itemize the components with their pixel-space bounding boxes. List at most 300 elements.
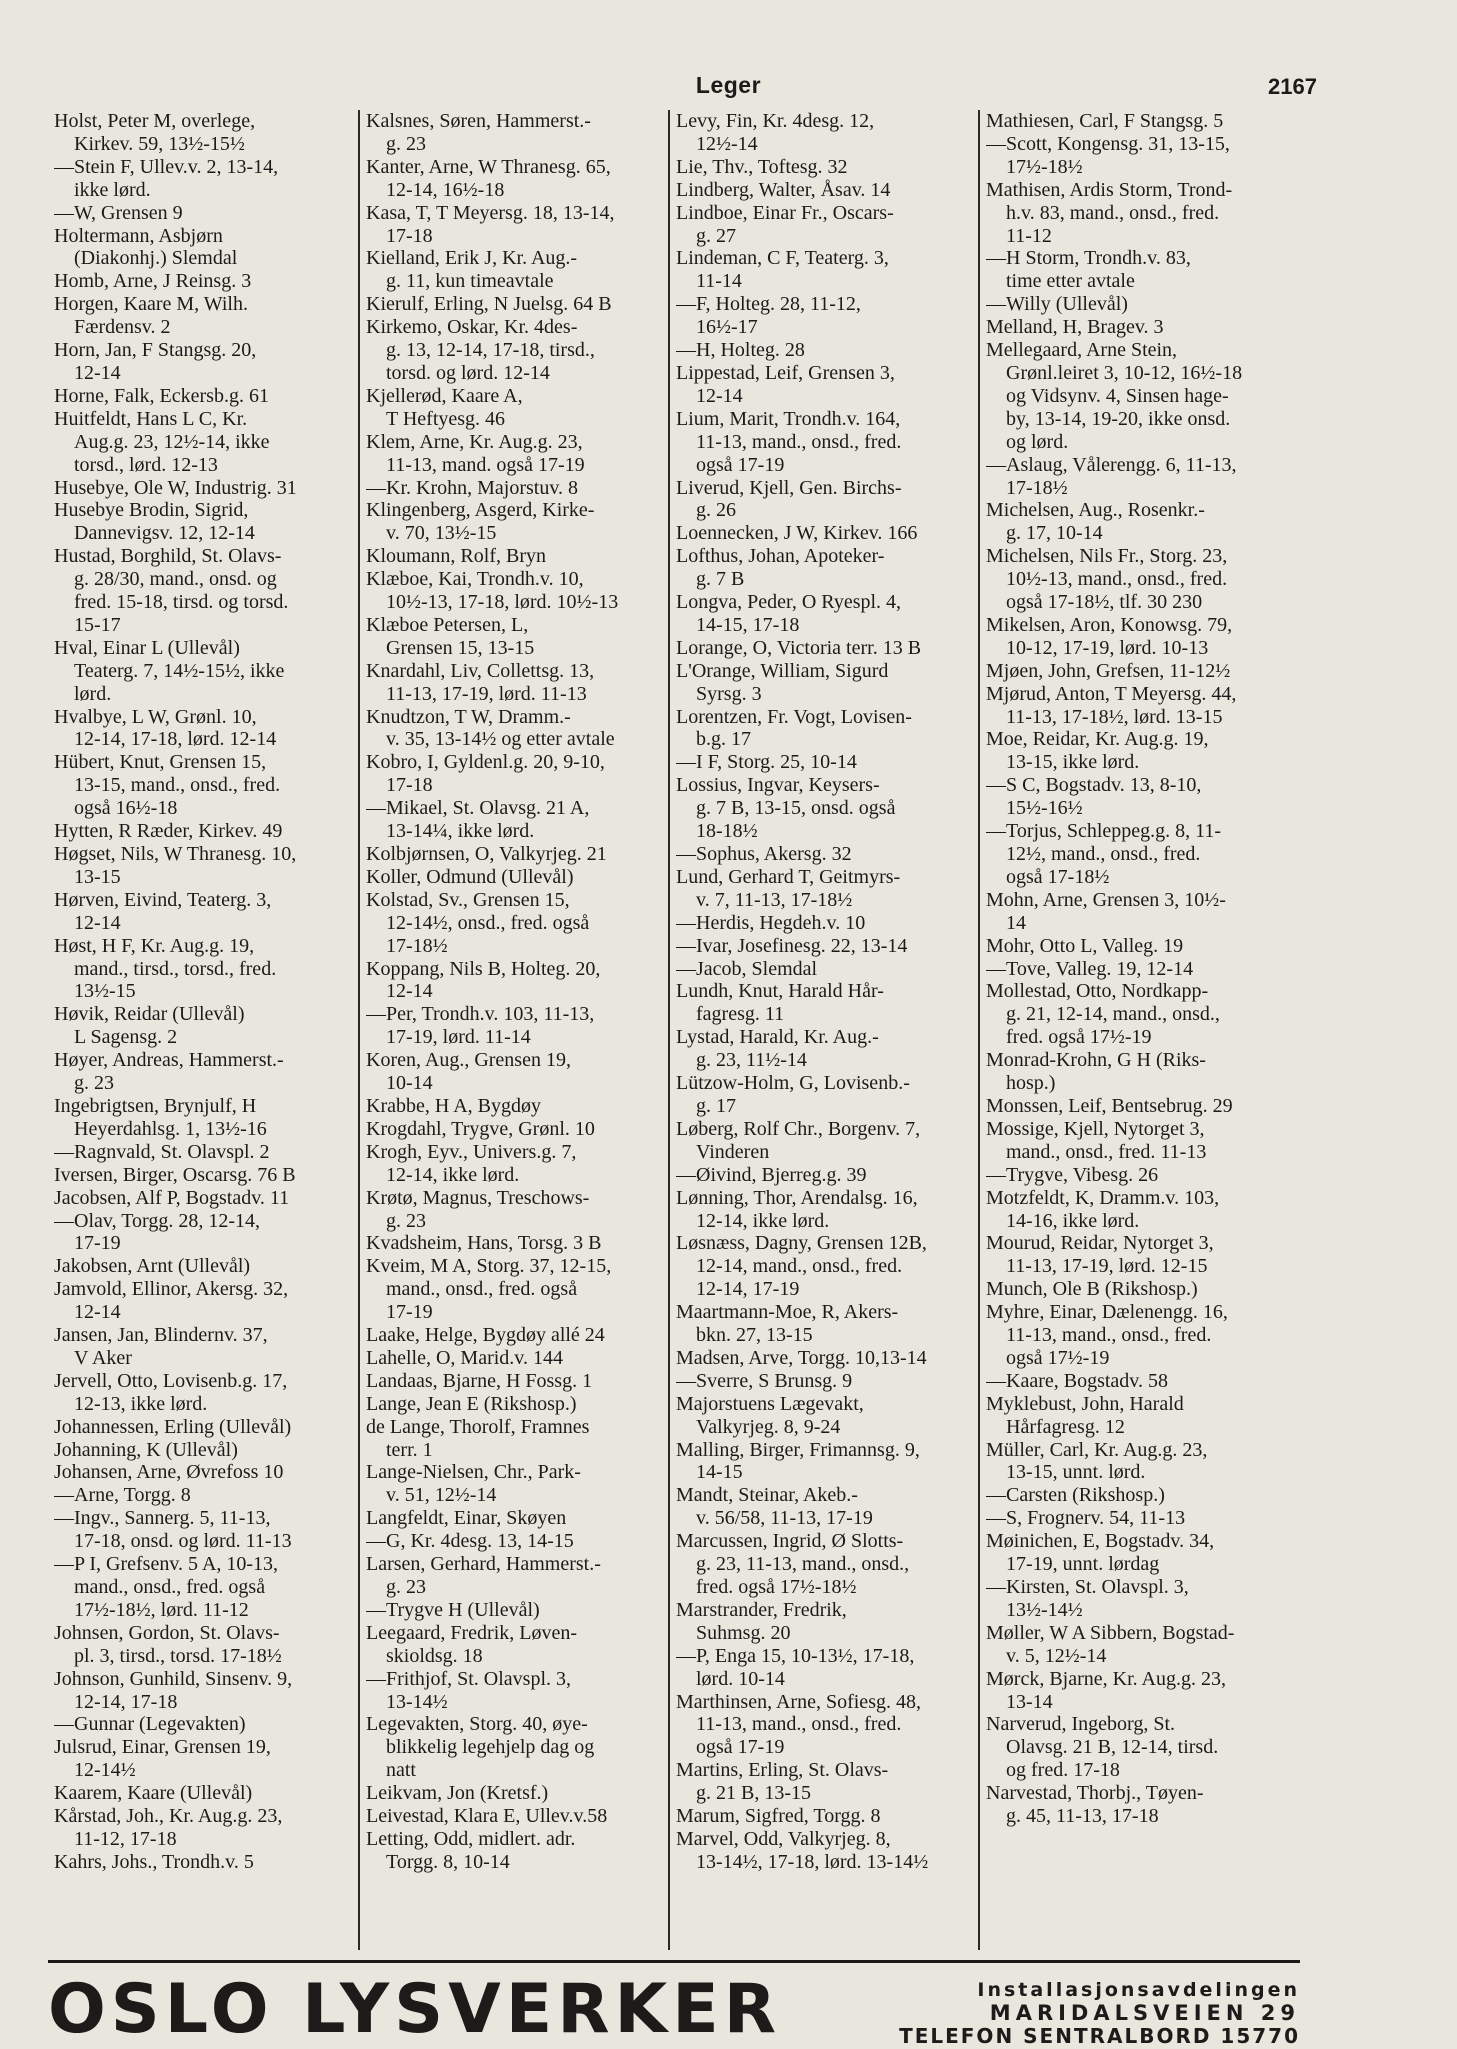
entry-continuation: mand., tirsd., torsd., fred.: [74, 957, 277, 980]
entry-continuation: g. 23: [386, 132, 426, 155]
directory-entry: Horn, Jan, F Stangsg. 20,: [54, 339, 257, 362]
directory-entry: Mikelsen, Aron, Konowsg. 79,: [986, 613, 1233, 636]
entry-continuation: 13-15, unnt. lørd.: [1006, 1461, 1146, 1484]
entry-continuation: 11-13, 17-18½, lørd. 13-15: [1006, 705, 1223, 728]
directory-entry: Munch, Ole B (Rikshosp.): [986, 1278, 1198, 1301]
entry-continuation: torsd., lørd. 12-13: [74, 453, 218, 476]
column-4: [978, 110, 1288, 1950]
entry-continuation: Grensen 15, 13-15: [386, 636, 535, 659]
directory-entry: Lindberg, Walter, Åsav. 14: [676, 178, 891, 201]
directory-entry: Marum, Sigfred, Torgg. 8: [676, 1805, 881, 1828]
directory-entry: Huitfeldt, Hans L C, Kr.: [54, 407, 248, 430]
column-3: [668, 110, 978, 1950]
directory-entry: Michelsen, Aug., Rosenkr.-: [986, 499, 1205, 522]
entry-continuation: 17-19, lørd. 11-14: [386, 1026, 531, 1049]
entry-continuation: 12½-14: [696, 132, 758, 155]
entry-continuation: Kirkev. 59, 13½-15½: [74, 132, 245, 155]
directory-entry: Jervell, Otto, Lovisenb.g. 17,: [54, 1369, 288, 1392]
directory-entry: Michelsen, Nils Fr., Storg. 23,: [986, 545, 1228, 568]
directory-entry: Mohr, Otto L, Valleg. 19: [986, 934, 1184, 957]
directory-entry: Kobro, I, Gyldenl.g. 20, 9-10,: [366, 751, 605, 774]
entry-continuation: mand., onsd., fred. 11-13: [1006, 1140, 1207, 1163]
directory-entry: Kielland, Erik J, Kr. Aug.-: [366, 247, 578, 270]
entry-continuation: h.v. 83, mand., onsd., fred.: [1006, 201, 1220, 224]
directory-entry: Lønning, Thor, Arendalsg. 16,: [676, 1186, 918, 1209]
entry-continuation: 11-13, mand. også 17-19: [386, 453, 585, 476]
directory-entry: Lorentzen, Fr. Vogt, Lovisen-: [676, 705, 912, 728]
entry-continuation: 13-15: [74, 865, 121, 888]
entry-continuation: g. 23, 11-13, mand., onsd.,: [696, 1553, 910, 1576]
entry-continuation: 17-19: [74, 1232, 121, 1255]
directory-entry: —F, Holteg. 28, 11-12,: [676, 293, 861, 316]
directory-entry: —Arne, Torgg. 8: [54, 1484, 191, 1507]
directory-entry: —P, Enga 15, 10-13½, 17-18,: [676, 1644, 915, 1667]
entry-continuation: 17-18, onsd. og lørd. 11-13: [74, 1530, 292, 1553]
directory-entry: Lundh, Knut, Harald Hår-: [676, 980, 884, 1003]
entry-continuation: 12-14: [74, 1301, 121, 1324]
entry-continuation: 12-14, ikke lørd.: [386, 1163, 520, 1186]
directory-entry: Knudtzon, T W, Dramm.-: [366, 705, 571, 728]
entry-continuation: 13½-14½: [1006, 1598, 1083, 1621]
directory-entry: Malling, Birger, Frimannsg. 9,: [676, 1438, 920, 1461]
entry-continuation: 12-14: [74, 361, 121, 384]
directory-entry: —Ragnvald, St. Olavspl. 2: [54, 1140, 270, 1163]
directory-entry: —Trygve, Vibesg. 26: [986, 1163, 1159, 1186]
directory-entry: Hvalbye, L W, Grønl. 10,: [54, 705, 257, 728]
directory-entry: Lofthus, Johan, Apoteker-: [676, 545, 885, 568]
entry-continuation: 12½, mand., onsd., fred.: [1006, 843, 1201, 865]
entry-continuation: mand., onsd., fred. også: [386, 1278, 578, 1301]
entry-continuation: g. 7 B: [696, 568, 745, 591]
directory-entry: Johanning, K (Ullevål): [54, 1438, 238, 1461]
entry-continuation: 17½-18½, lørd. 11-12: [74, 1598, 249, 1621]
directory-entry: Løsnæss, Dagny, Grensen 12B,: [676, 1232, 927, 1255]
directory-entry: Ingebrigtsen, Brynjulf, H: [54, 1094, 257, 1117]
directory-entry: Kveim, M A, Storg. 37, 12-15,: [366, 1255, 612, 1278]
directory-entry: Martins, Erling, St. Olavs-: [676, 1759, 889, 1782]
directory-entry: Mohn, Arne, Grensen 3, 10½-: [986, 888, 1226, 911]
entry-continuation: 18-18½: [696, 820, 758, 843]
entry-continuation: fagresg. 11: [696, 1003, 785, 1026]
directory-entry: Leegaard, Fredrik, Løven-: [366, 1621, 578, 1644]
entry-continuation: g. 45, 11-13, 17-18: [1006, 1805, 1159, 1828]
directory-entry: Jakobsen, Arnt (Ullevål): [54, 1255, 251, 1278]
entry-continuation: Torgg. 8, 10-14: [386, 1850, 510, 1873]
entry-continuation: 17-18: [386, 224, 433, 247]
entry-continuation: 12-14, 16½-18: [386, 178, 505, 201]
directory-entry: —S, Frognerv. 54, 11-13: [986, 1507, 1186, 1530]
directory-entry: Høst, H F, Kr. Aug.g. 19,: [54, 934, 255, 957]
advertiser-department: Installasjonsavdelingen: [977, 1979, 1300, 2001]
entry-continuation: 17-19: [386, 1301, 433, 1324]
entry-continuation: 17-18½: [1006, 476, 1068, 499]
directory-entry: Lahelle, O, Marid.v. 144: [366, 1346, 563, 1369]
entry-continuation: natt: [386, 1759, 416, 1782]
directory-entry: —I F, Storg. 25, 10-14: [676, 751, 857, 774]
directory-entry: Krøtø, Magnus, Treschows-: [366, 1186, 590, 1209]
directory-entry: Holtermann, Asbjørn: [54, 224, 223, 247]
directory-entry: Kaarem, Kaare (Ullevål): [54, 1782, 253, 1805]
directory-entry: Maartmann-Moe, R, Akers-: [676, 1301, 899, 1324]
directory-entry: Lund, Gerhard T, Geitmyrs-: [676, 865, 901, 888]
directory-entry: Mørck, Bjarne, Kr. Aug.g. 23,: [986, 1667, 1226, 1690]
directory-entry: Krabbe, H A, Bygdøy: [366, 1094, 541, 1117]
directory-entry: Müller, Carl, Kr. Aug.g. 23,: [986, 1438, 1208, 1461]
entry-continuation: lørd.: [74, 682, 112, 705]
directory-entry: Julsrud, Einar, Grensen 19,: [54, 1736, 271, 1759]
entry-continuation: fred. også 17½-18½: [696, 1576, 857, 1598]
entry-continuation: bkn. 27, 13-15: [696, 1324, 813, 1347]
directory-entry: —P I, Grefsenv. 5 A, 10-13,: [54, 1553, 279, 1576]
directory-entry: Mollestad, Otto, Nordkapp-: [986, 980, 1209, 1003]
entry-continuation: g. 23: [386, 1209, 426, 1232]
directory-entry: —H, Holteg. 28: [676, 339, 805, 362]
directory-entry: Leikvam, Jon (Kretsf.): [366, 1782, 549, 1805]
directory-entry: Mathiesen, Carl, F Stangsg. 5: [986, 110, 1224, 132]
directory-entry: Horgen, Kaare M, Wilh.: [54, 293, 248, 316]
directory-entry: Lossius, Ingvar, Keysers-: [676, 774, 880, 797]
entry-continuation: time etter avtale: [1006, 270, 1135, 293]
directory-entry: —Torjus, Schleppeg.g. 8, 11-: [986, 820, 1222, 843]
directory-entry: Mjørud, Anton, T Meyersg. 44,: [986, 682, 1237, 705]
directory-entry: Holst, Peter M, overlege,: [54, 110, 256, 132]
entry-continuation: 16½-17: [696, 316, 758, 339]
directory-entry: Klæboe Petersen, L,: [366, 613, 529, 636]
directory-entry: Jacobsen, Alf P, Bogstadv. 11: [54, 1186, 290, 1209]
directory-entry: —Øivind, Bjerreg.g. 39: [676, 1163, 867, 1186]
directory-entry: Høgset, Nils, W Thranesg. 10,: [54, 843, 297, 865]
directory-entry: Høvik, Reidar (Ullevål): [54, 1003, 245, 1026]
directory-entry: Jansen, Jan, Blindernv. 37,: [54, 1324, 268, 1347]
directory-entry: L'Orange, William, Sigurd: [676, 659, 889, 682]
directory-entry: —Aslaug, Vålerengg. 6, 11-13,: [986, 453, 1237, 476]
directory-entry: Kloumann, Rolf, Bryn: [366, 545, 546, 568]
entry-continuation: 11-13, 17-19, lørd. 11-13: [386, 682, 587, 705]
entry-continuation: 17½-18½: [1006, 155, 1083, 178]
directory-entry: —H Storm, Trondh.v. 83,: [986, 247, 1191, 270]
entry-continuation: også 17½-19: [1006, 1346, 1110, 1369]
entry-continuation: pl. 3, tirsd., torsd. 17-18½: [74, 1644, 282, 1667]
entry-continuation: 14-16, ikke lørd.: [1006, 1209, 1140, 1232]
entry-continuation: g. 26: [696, 499, 736, 522]
entry-continuation: g. 17, 10-14: [1006, 522, 1103, 545]
directory-entry: Mathisen, Ardis Storm, Trond-: [986, 178, 1233, 201]
entry-continuation: 14-15: [696, 1461, 743, 1484]
directory-entry: Klem, Arne, Kr. Aug.g. 23,: [366, 430, 583, 453]
directory-entry: Mandt, Steinar, Akeb.-: [676, 1484, 858, 1507]
directory-entry: Mjøen, John, Grefsen, 11-12½: [986, 659, 1231, 682]
entry-continuation: 12-14, mand., onsd., fred.: [696, 1255, 903, 1278]
entry-continuation: 12-14, 17-18, lørd. 12-14: [74, 728, 277, 751]
directory-entry: Klingenberg, Asgerd, Kirke-: [366, 499, 595, 522]
directory-entry: Koppang, Nils B, Holteg. 20,: [366, 957, 601, 980]
entry-continuation: og Vidsynv. 4, Sinsen hage-: [1006, 384, 1229, 407]
entry-continuation: Dannevigsv. 12, 12-14: [74, 522, 255, 545]
directory-entry: Klæboe, Kai, Trondh.v. 10,: [366, 568, 584, 591]
directory-entry: Lützow-Holm, G, Lovisenb.-: [676, 1072, 910, 1095]
directory-entry: Møller, W A Sibbern, Bogstad-: [986, 1621, 1235, 1644]
directory-entry: —Ingv., Sannerg. 5, 11-13,: [54, 1507, 271, 1530]
advertisement: [48, 1960, 1300, 2049]
directory-entry: Hval, Einar L (Ullevål): [54, 636, 240, 659]
directory-entry: Hustad, Borghild, St. Olavs-: [54, 545, 282, 568]
directory-entry: Mourud, Reidar, Nytorget 3,: [986, 1232, 1214, 1255]
entry-continuation: 15-17: [74, 613, 121, 636]
directory-entry: Krogh, Eyv., Univers.g. 7,: [366, 1140, 577, 1163]
advertiser-name: OSLO LYSVERKER: [48, 1970, 782, 2049]
directory-entry: Marstrander, Fredrik,: [676, 1598, 847, 1621]
directory-entry: Madsen, Arve, Torgg. 10,13-14: [676, 1346, 927, 1369]
entry-continuation: 10½-13, mand., onsd., fred.: [1006, 568, 1228, 591]
entry-continuation: 17-18½: [386, 934, 448, 957]
directory-entry: —Frithjof, St. Olavspl. 3,: [366, 1667, 572, 1690]
entry-continuation: 13-14¼, ikke lørd.: [386, 820, 535, 843]
entry-continuation: L Sagensg. 2: [74, 1026, 178, 1049]
entry-continuation: også 17-19: [696, 453, 785, 476]
entry-continuation: Vinderen: [696, 1140, 770, 1163]
directory-entry: Jamvold, Ellinor, Akersg. 32,: [54, 1278, 289, 1301]
directory-entry: Husebye, Ole W, Industrig. 31: [54, 476, 297, 499]
directory-entry: Kjellerød, Kaare A,: [366, 384, 523, 407]
directory-columns: [48, 110, 1298, 1950]
directory-entry: Letting, Odd, midlert. adr.: [366, 1827, 576, 1850]
entry-continuation: og fred. 17-18: [1006, 1759, 1120, 1782]
directory-entry: Lie, Thv., Toftesg. 32: [676, 155, 848, 178]
entry-continuation: Hårfagresg. 12: [1006, 1415, 1125, 1438]
directory-entry: —Tove, Valleg. 19, 12-14: [986, 957, 1194, 980]
directory-entry: Monssen, Leif, Bentsebrug. 29: [986, 1094, 1233, 1117]
entry-continuation: 12-14½, onsd., fred. også: [386, 911, 590, 934]
directory-entry: Høyer, Andreas, Hammerst.-: [54, 1049, 284, 1072]
directory-entry: Lorange, O, Victoria terr. 13 B: [676, 636, 922, 659]
directory-entry: Lange, Jean E (Rikshosp.): [366, 1392, 577, 1415]
entry-continuation: 10-12, 17-19, lørd. 10-13: [1006, 636, 1209, 659]
directory-entry: Longva, Peder, O Ryespl. 4,: [676, 591, 902, 614]
entry-continuation: g. 23: [386, 1576, 426, 1598]
entry-continuation: 13-14: [1006, 1690, 1053, 1713]
entry-continuation: 13-14½: [386, 1690, 448, 1713]
entry-continuation: hosp.): [1006, 1072, 1056, 1095]
entry-continuation: også 17-18½, tlf. 30 230: [1006, 591, 1203, 614]
entry-continuation: Færdensv. 2: [74, 316, 171, 339]
directory-entry: Landaas, Bjarne, H Fossg. 1: [366, 1369, 593, 1392]
entry-continuation: 12-14: [386, 980, 433, 1003]
entry-continuation: 12-14, 17-19: [696, 1278, 800, 1301]
directory-entry: Johansen, Arne, Øvrefoss 10: [54, 1461, 284, 1484]
entry-continuation: torsd. og lørd. 12-14: [386, 361, 550, 384]
entry-continuation: g. 23: [74, 1072, 114, 1095]
directory-entry: Lium, Marit, Trondh.v. 164,: [676, 407, 901, 430]
directory-entry: —Kaare, Bogstadv. 58: [986, 1369, 1168, 1392]
advertiser-details: [899, 1979, 1300, 2048]
entry-continuation: 17-19, unnt. lørdag: [1006, 1553, 1160, 1576]
entry-continuation: og lørd.: [1006, 430, 1069, 453]
directory-entry: —Kirsten, St. Olavspl. 3,: [986, 1576, 1189, 1598]
directory-entry: Loennecken, J W, Kirkev. 166: [676, 522, 918, 545]
directory-entry: —Stein F, Ullev.v. 2, 13-14,: [54, 155, 279, 178]
directory-entry: Kolstad, Sv., Grensen 15,: [366, 888, 570, 911]
entry-continuation: 11-12, 17-18: [74, 1827, 177, 1850]
directory-entry: Kalsnes, Søren, Hammerst.-: [366, 110, 591, 132]
entry-continuation: 12-14, 17-18: [74, 1690, 178, 1713]
directory-entry: Melland, H, Bragev. 3: [986, 316, 1164, 339]
entry-continuation: 13-15, ikke lørd.: [1006, 751, 1140, 774]
entry-continuation: g. 27: [696, 224, 736, 247]
directory-entry: —Sverre, S Brunsg. 9: [676, 1369, 853, 1392]
directory-entry: Lindboe, Einar Fr., Oscars-: [676, 201, 894, 224]
entry-continuation: Aug.g. 23, 12½-14, ikke: [74, 430, 270, 453]
directory-entry: Laake, Helge, Bygdøy allé 24: [366, 1324, 605, 1347]
entry-continuation: v. 70, 13½-15: [386, 522, 497, 545]
directory-entry: Mossige, Kjell, Nytorget 3,: [986, 1117, 1205, 1140]
directory-entry: Koller, Odmund (Ullevål): [366, 865, 574, 888]
directory-entry: Johnsen, Gordon, St. Olavs-: [54, 1621, 280, 1644]
column-1: [48, 110, 358, 1950]
entry-continuation: V Aker: [74, 1346, 132, 1369]
directory-entry: Horne, Falk, Eckersb.g. 61: [54, 384, 269, 407]
entry-continuation: g. 28/30, mand., onsd. og: [74, 568, 277, 591]
directory-entry: —Mikael, St. Olavsg. 21 A,: [366, 797, 590, 820]
directory-entry: —Scott, Kongensg. 31, 13-15,: [986, 132, 1230, 155]
entry-continuation: v. 51, 12½-14: [386, 1484, 497, 1507]
directory-entry: Kahrs, Johs., Trondh.v. 5: [54, 1850, 254, 1873]
directory-entry: —Sophus, Akersg. 32: [676, 843, 852, 865]
entry-continuation: 13-15, mand., onsd., fred.: [74, 774, 281, 797]
entry-continuation: Grønl.leiret 3, 10-12, 16½-18: [1006, 361, 1243, 384]
directory-entry: Homb, Arne, J Reinsg. 3: [54, 270, 252, 293]
directory-entry: Hørven, Eivind, Teaterg. 3,: [54, 888, 272, 911]
directory-entry: Lystad, Harald, Kr. Aug.-: [676, 1026, 879, 1049]
advertiser-address: MARIDALSVEIEN 29: [989, 2001, 1300, 2025]
entry-continuation: 12-14: [696, 384, 743, 407]
directory-entry: —Per, Trondh.v. 103, 11-13,: [366, 1003, 595, 1026]
entry-continuation: T Heftyesg. 46: [386, 407, 506, 430]
entry-continuation: lørd. 10-14: [696, 1667, 785, 1690]
entry-continuation: 11-13, mand., onsd., fred.: [696, 1713, 902, 1736]
entry-continuation: v. 35, 13-14½ og etter avtale: [386, 728, 615, 751]
entry-continuation: 10½-13, 17-18, lørd. 10½-13: [386, 591, 619, 614]
directory-entry: Mellegaard, Arne Stein,: [986, 339, 1178, 362]
entry-continuation: 14-15, 17-18: [696, 613, 800, 636]
directory-entry: —Ivar, Josefinesg. 22, 13-14: [676, 934, 908, 957]
directory-entry: Kasa, T, T Meyersg. 18, 13-14,: [366, 201, 615, 224]
directory-entry: Kierulf, Erling, N Juelsg. 64 B: [366, 293, 612, 316]
directory-entry: Lindeman, C F, Teaterg. 3,: [676, 247, 889, 270]
entry-continuation: også 17-18½: [1006, 865, 1110, 888]
entry-continuation: blikkelig legehjelp dag og: [386, 1736, 595, 1759]
directory-entry: Johannessen, Erling (Ullevål): [54, 1415, 292, 1438]
directory-entry: —W, Grensen 9: [54, 201, 183, 224]
column-2: [358, 110, 668, 1950]
directory-entry: —Herdis, Hegdeh.v. 10: [676, 911, 866, 934]
directory-entry: Marcussen, Ingrid, Ø Slotts-: [676, 1530, 904, 1553]
entry-continuation: v. 7, 11-13, 17-18½: [696, 888, 853, 911]
directory-entry: —Olav, Torgg. 28, 12-14,: [54, 1209, 260, 1232]
directory-entry: Monrad-Krohn, G H (Riks-: [986, 1049, 1206, 1072]
entry-continuation: Suhmsg. 20: [696, 1621, 791, 1644]
directory-entry: Majorstuens Lægevakt,: [676, 1392, 864, 1415]
directory-entry: Lange-Nielsen, Chr., Park-: [366, 1461, 581, 1484]
advertiser-phone: TELEFON SENTRALBORD 15770: [899, 2024, 1300, 2048]
entry-continuation: g. 7 B, 13-15, onsd. også: [696, 797, 896, 820]
directory-entry: Johnson, Gunhild, Sinsenv. 9,: [54, 1667, 293, 1690]
entry-continuation: Heyerdahlsg. 1, 13½-16: [74, 1117, 267, 1140]
entry-continuation: 12-14½: [74, 1759, 136, 1782]
page-title: Leger: [695, 72, 762, 98]
entry-continuation: v. 5, 12½-14: [1006, 1644, 1107, 1667]
directory-entry: Legevakten, Storg. 40, øye-: [366, 1713, 588, 1736]
entry-continuation: fred. 15-18, tirsd. og torsd.: [74, 591, 289, 614]
directory-entry: Kanter, Arne, W Thranesg. 65,: [366, 155, 611, 178]
entry-continuation: v. 56/58, 11-13, 17-19: [696, 1507, 873, 1530]
directory-entry: Narvestad, Thorbj., Tøyen-: [986, 1782, 1204, 1805]
directory-entry: Myklebust, John, Harald: [986, 1392, 1184, 1415]
directory-entry: Langfeldt, Einar, Skøyen: [366, 1507, 567, 1530]
entry-continuation: 11-13, 17-19, lørd. 12-15: [1006, 1255, 1208, 1278]
directory-entry: Narverud, Ingeborg, St.: [986, 1713, 1176, 1736]
directory-entry: Moe, Reidar, Kr. Aug.g. 19,: [986, 728, 1209, 751]
entry-continuation: fred. også 17½-19: [1006, 1026, 1152, 1049]
entry-continuation: ikke lørd.: [74, 178, 151, 201]
entry-continuation: 10-14: [386, 1072, 433, 1095]
directory-entry: —Trygve H (Ullevål): [366, 1598, 540, 1621]
entry-continuation: 14: [1006, 911, 1026, 934]
entry-continuation: Valkyrjeg. 8, 9-24: [696, 1415, 841, 1438]
entry-continuation: 12-14: [74, 911, 121, 934]
entry-continuation: g. 13, 12-14, 17-18, tirsd.,: [386, 339, 595, 362]
directory-entry: Kvadsheim, Hans, Torsg. 3 B: [366, 1232, 602, 1255]
entry-continuation: 12-13, ikke lørd.: [74, 1392, 208, 1415]
entry-continuation: terr. 1: [386, 1438, 433, 1461]
entry-continuation: 13½-15: [74, 980, 136, 1003]
directory-entry: Motzfeldt, K, Dramm.v. 103,: [986, 1186, 1220, 1209]
entry-continuation: også 17-19: [696, 1736, 785, 1759]
entry-continuation: g. 21 B, 13-15: [696, 1782, 811, 1805]
entry-continuation: 12-14, ikke lørd.: [696, 1209, 830, 1232]
directory-entry: —Gunnar (Legevakten): [54, 1713, 246, 1736]
entry-continuation: g. 23, 11½-14: [696, 1049, 807, 1072]
directory-entry: Marvel, Odd, Valkyrjeg. 8,: [676, 1827, 891, 1850]
directory-entry: —G, Kr. 4desg. 13, 14-15: [366, 1530, 574, 1553]
directory-entry: —S C, Bogstadv. 13, 8-10,: [986, 774, 1202, 797]
directory-entry: Leivestad, Klara E, Ullev.v.58: [366, 1805, 608, 1828]
entry-continuation: også 16½-18: [74, 797, 178, 820]
directory-entry: de Lange, Thorolf, Framnes: [366, 1415, 590, 1438]
entry-continuation: 11-13, mand., onsd., fred.: [1006, 1324, 1212, 1347]
directory-entry: Levy, Fin, Kr. 4desg. 12,: [676, 110, 875, 132]
entry-continuation: 11-13, mand., onsd., fred.: [696, 430, 902, 453]
directory-entry: —Kr. Krohn, Majorstuv. 8: [366, 476, 579, 499]
directory-entry: Larsen, Gerhard, Hammerst.-: [366, 1553, 601, 1576]
entry-continuation: g. 17: [696, 1094, 736, 1117]
directory-entry: Knardahl, Liv, Collettsg. 13,: [366, 659, 595, 682]
entry-continuation: by, 13-14, 19-20, ikke onsd.: [1006, 407, 1231, 430]
entry-continuation: Teaterg. 7, 14½-15½, ikke: [74, 659, 285, 682]
directory-entry: —Jacob, Slemdal: [676, 957, 818, 980]
directory-entry: Iversen, Birger, Oscarsg. 76 B: [54, 1163, 296, 1186]
directory-entry: Kolbjørnsen, O, Valkyrjeg. 21: [366, 843, 607, 865]
directory-entry: —Willy (Ullevål): [986, 293, 1128, 316]
entry-continuation: Olavsg. 21 B, 12-14, tirsd.: [1006, 1736, 1219, 1759]
entry-continuation: 13-14½, 17-18, lørd. 13-14½: [696, 1850, 929, 1873]
directory-entry: Koren, Aug., Grensen 19,: [366, 1049, 571, 1072]
directory-entry: —Carsten (Rikshosp.): [986, 1484, 1165, 1507]
entry-continuation: 17-18: [386, 774, 433, 797]
directory-entry: Liverud, Kjell, Gen. Birchs-: [676, 476, 902, 499]
entry-continuation: skioldsg. 18: [386, 1644, 483, 1667]
directory-entry: Myhre, Einar, Dælenengg. 16,: [986, 1301, 1228, 1324]
directory-entry: Lippestad, Leif, Grensen 3,: [676, 361, 895, 384]
